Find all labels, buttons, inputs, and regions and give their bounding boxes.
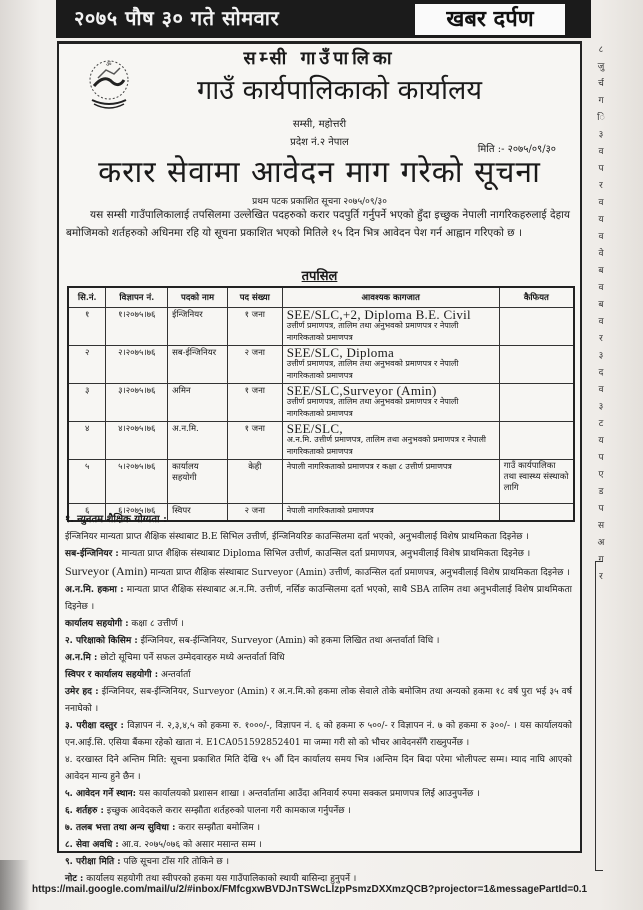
point-9-exam-date: ९. परीक्षा मिति : पछि सूचना टाँस गरि तोकिने छ । [65,857,229,867]
cell-post: सब-ईन्जिनियर [168,345,228,383]
header-ad-no: विज्ञापन नं. [106,287,168,307]
margin-char: व [598,147,604,157]
cell-count: १ जना [227,383,282,421]
table-row [68,383,574,421]
point-7-salary: ७. तलब भत्ता तथा अन्य सुविधा : करार सम्झौता बमोजिम । [65,823,260,833]
margin-char: व [598,385,604,395]
cell-ad-no: ५।२०७५।७६ [106,459,168,503]
point-6-conditions: ६. शर्तहरु : इच्छुक आवेदकले करार सम्झौता शर्तहरुको पालना गरी कामकाज गर्नुपर्नेछ । [65,806,351,816]
margin-char: ३ [598,351,604,361]
margin-char: अ [597,538,605,548]
point-2-anm: अ.न.मि : छोटो सूचिमा पर्ने सफल उम्मेदवारहरु मध्ये अन्तर्वार्ता विधि [65,653,285,663]
cell-sn: १ [68,307,106,345]
notice-title: करार सेवामा आवेदन माग गरेको सूचना [98,155,541,190]
cell-documents [282,383,499,421]
margin-char: य [598,215,604,225]
newspaper-name: खबर दर्पण [415,4,565,35]
margin-char: ट [598,419,604,429]
doc-nepali: अ.न.मि. उत्तीर्ण प्रमाणपत्र, तालिम तथा अनुभवको प्रमाणपत्र र नेपाली नागरिकताको प्रमाणपत्र [286,434,487,456]
margin-char: ग [598,96,604,106]
margin-char: प [598,164,604,174]
adjacent-column-bracket [595,561,603,871]
margin-char: प [598,453,604,463]
table-row [68,421,574,459]
cell-sn: ४ [68,421,106,459]
cell-remarks [499,307,574,345]
margin-char: ि [597,113,605,123]
adjacent-column-fragment [594,42,608,586]
cell-post: अ.न.मि. [168,421,228,459]
svg-text:ॐ: ॐ [106,61,112,68]
margin-char: र [599,572,603,582]
doc-nepali: उत्तीर्ण प्रमाणपत्र, तालिम तथा अनुभवको प्रमाणपत्र र नेपाली नागरिकताको प्रमाणपत्र [286,358,459,380]
header-post: पदको नाम [168,287,228,307]
age-limit: उमेर हद : ईन्जिनियर, सब-ईन्जिनियर, Surveyor (Amin) र अ.न.मि.को हकमा लोक सेवाले तोके बमोजिम तथा अन्यको हकमा १८ वर्ष पुरा भई ३५ वर्ष ननाघेको । [65,687,572,714]
point-1-sub-engineer: सब-ईन्जिनियर : मान्यता प्राप्त शैक्षिक संस्थाबाट Diploma सिभिल उत्तीर्ण, काउन्सिल दर्ता प्रमाणपत्र, अनुभवीलाई विशेष प्राथमिकता दिइनेछ । [65,549,531,559]
cell-count: केही [227,459,282,503]
margin-char: जु [597,62,605,72]
cell-ad-no: ४।२०७५।७६ [106,421,168,459]
point-3-exam-fee: ३. परीक्षा दस्तुर : विज्ञापन नं. २,३,४,५ को हकमा रु. १०००/-, विज्ञापन नं. ६ को हकमा रु ५००/- र विज्ञापन नं. ७ को हकमा रु ३००/- । यस कार्यालयको एन.आई.सि. एसिया बैंकमा रहेको खाता नं. E1CA051592852401 मा जम्मा गरी सो को भौचर आवेदनसँगै राख्नुपर्नेछ । [65,721,572,748]
doc-english: SEE/SLC, [286,420,343,436]
cell-count: २ जना [227,503,282,521]
cell-post: अमिन [168,383,228,421]
margin-char: प [598,504,604,514]
margin-char: व [598,317,604,327]
cell-documents [282,459,499,503]
cell-documents [282,345,499,383]
header-documents: आवश्यक कागजात [282,287,499,307]
doc-nepali: नेपाली नागरिकताको प्रमाणपत्र [286,505,374,515]
header-remarks: कैफियत [499,287,574,307]
cell-remarks [499,345,574,383]
doc-english: SEE/SLC, Diploma [286,344,395,360]
notice-date: मिति :- २०७५/०९/३० [477,144,556,155]
margin-char: ३ [598,402,604,412]
cell-post: कार्यालय सहयोगी [168,459,228,503]
point-1-amin: Surveyor (Amin) मान्यता प्राप्त शैक्षिक संस्थाबाट Surveyor (Amin) उत्तीर्ण, काउन्सिल दर्ता प्रमाणपत्र, अनुभवीलाई विशेष प्राथमिकता दिइनेछ । [65,564,570,578]
notice-box [57,41,582,884]
margin-char: वे [598,249,604,259]
doc-english: SEE/SLC,+2, Diploma B.E. Civil [286,306,471,322]
margin-char: ३ [598,130,604,140]
cell-documents [282,421,499,459]
schedule-title: तपसिल [301,269,338,284]
margin-char: ब [598,266,604,276]
vacancy-table [67,286,575,522]
municipality-name: सम्सी गाउँपालिका [243,48,396,69]
point-8-service-period: ८. सेवा अवधि : आ.व. २०७५/०७६ को असार मसान्त सम्म । [65,840,262,850]
cell-count: २ जना [227,345,282,383]
margin-char: ग [598,555,604,565]
point-1-office-assistant: कार्यालय सहयोगी : कक्षा ८ उत्तीर्ण । [65,619,184,629]
margin-char: द [598,368,604,378]
margin-char: व [598,198,604,208]
table-row [68,307,574,345]
cell-ad-no: ३।२०७५।७६ [106,383,168,421]
doc-nepali: नेपाली नागरिकताको प्रमाणपत्र र कक्षा ८ उत्तीर्ण प्रमाणपत्र [286,461,452,471]
doc-nepali: उत्तीर्ण प्रमाणपत्र, तालिम तथा अनुभवको प्रमाणपत्र र नेपाली नागरिकताको प्रमाणपत्र [286,396,459,418]
margin-char: र्च [598,79,604,89]
newspaper-banner [56,0,591,38]
scan-shadow [0,860,30,910]
header-sn: सि.नं. [68,287,106,307]
address-line-1: सम्सी, महोत्तरी [292,119,347,130]
margin-char: ब [598,300,604,310]
intro-paragraph: यस सम्सी गाउँपालिकालाई तपसिलमा उल्लेखित पदहरुको करार पदपुर्ति गर्नुपर्ने भएको हुँदा इच्छुक नेपाली नागरिकहरुलाई देहाय बमोजिमको शर्तहरुको अधिनमा रहि यो सूचना प्रकाशित भएको मितिले १५ दिन भित्र आवेदन पेश गर्न आह्वान गरिएको छ । [66,209,570,239]
cell-ad-no: २।२०७५।७६ [106,345,168,383]
office-title: गाउँ कार्यपालिकाको कार्यालय [197,75,482,106]
margin-char: व [598,232,604,242]
cell-remarks: गाउँ कार्यपालिका तथा स्वास्थ्य संस्थाको लागि [499,459,574,503]
margin-char: र [599,181,603,191]
cell-post: ईन्जिनियर [168,307,228,345]
conditions-section [65,511,572,888]
point-2-exam-type: २. परिक्षाको किसिम : ईन्जिनियर, सब-ईन्जिनियर, Surveyor (Amin) को हकमा लिखित तथा अन्तर्वार्ता विधि । [65,636,440,646]
header-count: पद संख्या [227,287,282,307]
margin-char: य [598,436,604,446]
cell-sn: २ [68,345,106,383]
cell-post: स्विपर [168,503,228,521]
cell-remarks [499,421,574,459]
margin-char: ८ [598,45,604,55]
margin-char: ड [598,487,604,497]
cell-ad-no: १।२०७५।७६ [106,307,168,345]
margin-char: ए [598,470,604,480]
margin-char: स [597,521,605,531]
point-5-place: ५. आवेदन गर्ने स्थान: यस कार्यालयको प्रशासन शाखा । अन्तर्वार्तामा आउँदा अनिवार्य रुपमा सक्कल प्रमाणपत्र लिई आउनुपर्नेछ । [65,789,480,799]
margin-char: व [598,283,604,293]
doc-nepali: उत्तीर्ण प्रमाणपत्र, तालिम तथा अनुभवको प्रमाणपत्र र नेपाली नागरिकताको प्रमाणपत्र [286,320,459,342]
point-1-anm: अ.न.मि. हकमा : मान्यता प्राप्त शैक्षिक संस्थाबाट अ.न.मि. उत्तीर्ण, नर्सिङ काउन्सिलमा दर्ता भएको, साथै SBA तालिम तथा अनुभवीलाई विशेष प्राथमिकता दिइनेछ । [65,585,572,612]
cell-sn: ३ [68,383,106,421]
point-1-engineer: ईन्जिनियर मान्यता प्राप्त शैक्षिक संस्थाबाट B.E सिभिल उत्तीर्ण, ईन्जिनियरिङ काउन्सिलमा दर्ता भएको, अनुभवीलाई विशेष प्राथमिकता दिइनेछ । [65,532,529,542]
source-url: https://mail.google.com/mail/u/2/#inbox/FMfcgxwBVDJnTSWcLlzpPsmzDXXmzQCB?projector=1&messagePartId=0.1 [32,884,588,895]
first-publication-line: प्रथम पटक प्रकाशित सूचना २०७५/०९/३० [252,197,387,207]
cell-count: १ जना [227,421,282,459]
cell-documents [282,307,499,345]
point-4-deadline: ४. दरखास्त दिने अन्तिम मिति: सूचना प्रकाशित मिति देखि १५ औं दिन कार्यालय समय भित्र ।अन्तिम दिन बिदा परेमा भोलीपल्ट सम्म। म्याद नाघि आएको आवेदन मान्य हुने छैन । [65,755,572,782]
publication-date: २०७५ पौष ३० गते सोमवार [74,6,280,30]
cell-remarks [499,383,574,421]
table-header-row [68,287,574,307]
cell-sn: ५ [68,459,106,503]
point-1-heading: १. न्युनतम शैक्षिक योग्यता : [65,514,167,525]
address-line-2: प्रदेश नं.२ नेपाल [290,137,349,148]
cell-sn: ६ [68,503,106,521]
cell-count: १ जना [227,307,282,345]
cell-ad-no: ६।२०७५।७६ [106,503,168,521]
doc-english: SEE/SLC,Surveyor (Amin) [286,382,437,398]
table-row [68,459,574,503]
point-2-sweeper: स्विपर र कार्यालय सहयोगी : अन्तर्वार्ता [65,670,191,680]
note: नोट : कार्यालय सहयोगी तथा स्वीपरको हकमा यस गाउँपालिकाको स्थायी बासिन्दा हुनुपर्ने । [65,874,357,884]
margin-char: र [599,334,603,344]
table-row [68,345,574,383]
